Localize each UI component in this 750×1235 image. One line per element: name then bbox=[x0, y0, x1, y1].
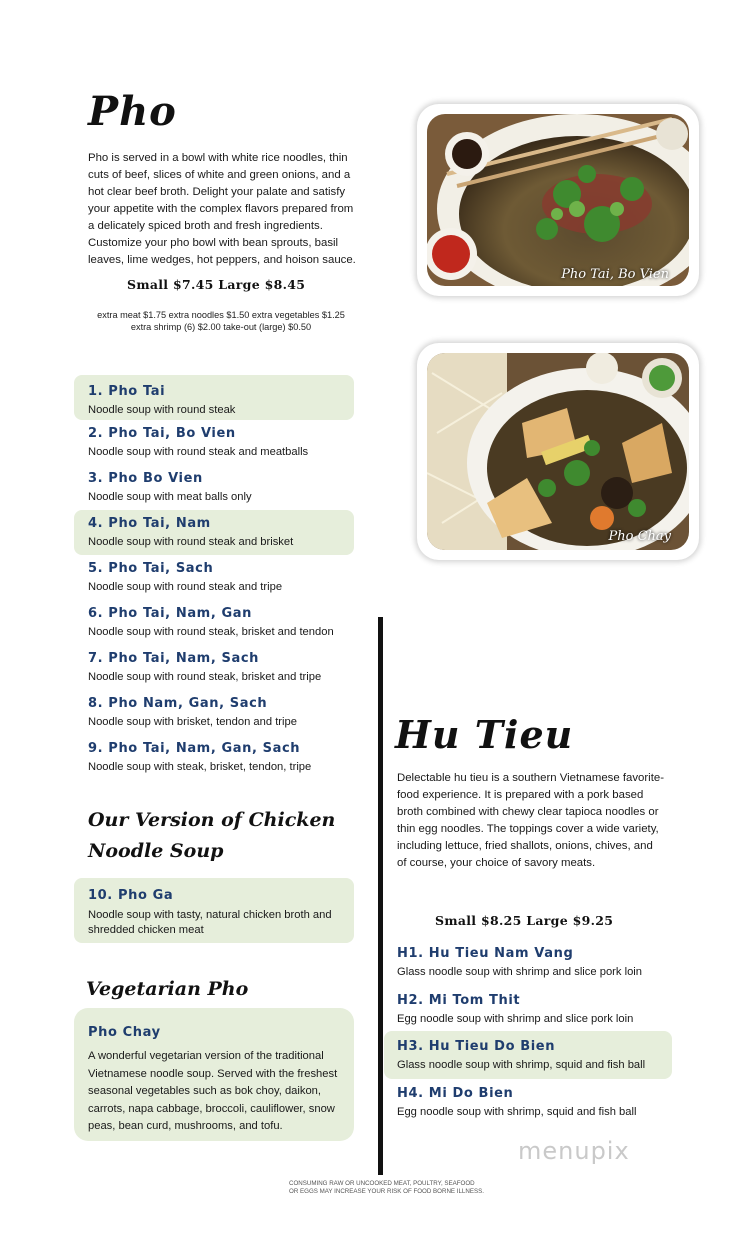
item-name: H2. Mi Tom Thit bbox=[397, 993, 521, 1008]
vegetarian-item bbox=[74, 1008, 354, 1141]
item-name: 2. Pho Tai, Bo Vien bbox=[88, 426, 236, 441]
item-desc: Noodle soup with round steak and tripe bbox=[88, 581, 283, 593]
pho-extras-line2: extra shrimp (6) $2.00 take-out (large) $0.50 bbox=[130, 322, 312, 332]
pho-extras bbox=[84, 309, 358, 333]
hu-tieu-description: Delectable hu tieu is a southern Vietnamese favorite-food experience. It is prepared with a pork based broth combined with chewy clear tapioca noodles or thin egg noodles. The toppings cover a wide variety, including lettuce, fried shallots, onions, chives, and of course, your choice of savory meats. bbox=[397, 772, 664, 869]
item-desc: Noodle soup with tasty, natural chicken broth and shredded chicken meat bbox=[88, 909, 332, 936]
item-name: 10. Pho Ga bbox=[88, 888, 174, 903]
list-item bbox=[74, 375, 354, 420]
photo-image bbox=[427, 353, 689, 550]
list-item bbox=[74, 420, 354, 465]
item-desc: A wonderful vegetarian version of the traditional Vietnamese noodle soup. Served with the freshest seasonal vegetables such as bok choy, daikon, carrots, napa cabbage, broccoli, cauliflower, snow peas, bean curd, mushrooms, and tofu. bbox=[88, 1050, 338, 1132]
food-safety-notice bbox=[289, 1180, 489, 1196]
item-desc: Glass noodle soup with shrimp and slice pork loin bbox=[397, 966, 643, 978]
menupix-watermark: menupix bbox=[518, 1137, 630, 1165]
column-divider bbox=[378, 617, 383, 1175]
item-name: 5. Pho Tai, Sach bbox=[88, 561, 214, 576]
item-name: 6. Pho Tai, Nam, Gan bbox=[88, 606, 252, 621]
chicken-item bbox=[74, 878, 354, 943]
item-desc: Glass noodle soup with shrimp, squid and fish ball bbox=[397, 1059, 646, 1071]
item-name: 9. Pho Tai, Nam, Gan, Sach bbox=[88, 741, 301, 756]
item-desc: Noodle soup with round steak and meatballs bbox=[88, 446, 309, 458]
item-name: H1. Hu Tieu Nam Vang bbox=[397, 946, 574, 961]
food-safety-line1: CONSUMING RAW OR UNCOOKED MEAT, POULTRY, SEAFOOD bbox=[289, 1180, 475, 1187]
pho-description: Pho is served in a bowl with white rice noodles, thin cuts of beef, slices of white and green onions, and a hot clear beef broth. Delight your palate and satisfy your appetite with the complex flavors prepared from a delicately spiced broth and fresh ingredients. Customize your pho bowl with bean sprouts, basil leaves, lime wedges, hot peppers, and hoison sauce. bbox=[88, 152, 356, 266]
list-item bbox=[74, 735, 354, 780]
pho-price: Small $7.45 Large $8.45 bbox=[127, 277, 306, 292]
list-item bbox=[74, 510, 354, 555]
photo-image bbox=[427, 114, 689, 286]
photo2-caption: Pho Chay bbox=[608, 529, 671, 544]
photo-pho-chay bbox=[417, 343, 699, 560]
chicken-title-line1: Our Version of Chicken bbox=[88, 809, 336, 831]
list-item bbox=[74, 645, 354, 690]
list-item bbox=[74, 555, 354, 600]
pho-bowl-image bbox=[427, 114, 689, 286]
vegetarian-title: Vegetarian Pho bbox=[86, 978, 249, 1000]
item-desc: Noodle soup with round steak, brisket and tripe bbox=[88, 671, 322, 683]
item-name: 4. Pho Tai, Nam bbox=[88, 516, 211, 531]
item-name: H4. Mi Do Bien bbox=[397, 1086, 514, 1101]
chicken-title-line2: Noodle Soup bbox=[88, 840, 224, 862]
pho-extras-line1: extra meat $1.75 extra noodles $1.50 extra vegetables $1.25 bbox=[97, 310, 345, 320]
item-name: 8. Pho Nam, Gan, Sach bbox=[88, 696, 268, 711]
list-item bbox=[384, 1080, 672, 1126]
photo-pho-tai-bo-vien bbox=[417, 104, 699, 296]
list-item bbox=[74, 600, 354, 645]
photo1-caption: Pho Tai, Bo Vien bbox=[561, 267, 669, 282]
list-item bbox=[384, 986, 672, 1032]
list-item bbox=[74, 465, 354, 510]
list-item bbox=[384, 1031, 672, 1079]
item-name: 1. Pho Tai bbox=[88, 384, 166, 399]
item-desc: Noodle soup with steak, brisket, tendon, tripe bbox=[88, 761, 312, 773]
list-item bbox=[384, 940, 672, 986]
item-desc: Egg noodle soup with shrimp, squid and fish ball bbox=[397, 1106, 637, 1118]
item-desc: Noodle soup with brisket, tendon and tripe bbox=[88, 716, 297, 728]
hu-tieu-title: Hu Tieu bbox=[395, 712, 574, 757]
item-name: H3. Hu Tieu Do Bien bbox=[397, 1039, 556, 1054]
item-name: 3. Pho Bo Vien bbox=[88, 471, 203, 486]
item-desc: Noodle soup with round steak bbox=[88, 404, 236, 416]
item-name: 7. Pho Tai, Nam, Sach bbox=[88, 651, 259, 666]
food-safety-line2: OR EGGS MAY INCREASE YOUR RISK OF FOOD BORNE ILLNESS. bbox=[289, 1188, 484, 1195]
item-desc: Noodle soup with round steak, brisket and tendon bbox=[88, 626, 334, 638]
item-desc: Egg noodle soup with shrimp and slice pork loin bbox=[397, 1013, 634, 1025]
vegetarian-bowl-image bbox=[427, 353, 689, 550]
list-item bbox=[74, 690, 354, 735]
item-desc: Noodle soup with round steak and brisket bbox=[88, 536, 294, 548]
hu-tieu-price: Small $8.25 Large $9.25 bbox=[435, 913, 614, 928]
pho-title: Pho bbox=[88, 88, 177, 135]
item-name: Pho Chay bbox=[88, 1025, 161, 1040]
item-desc: Noodle soup with meat balls only bbox=[88, 491, 252, 503]
